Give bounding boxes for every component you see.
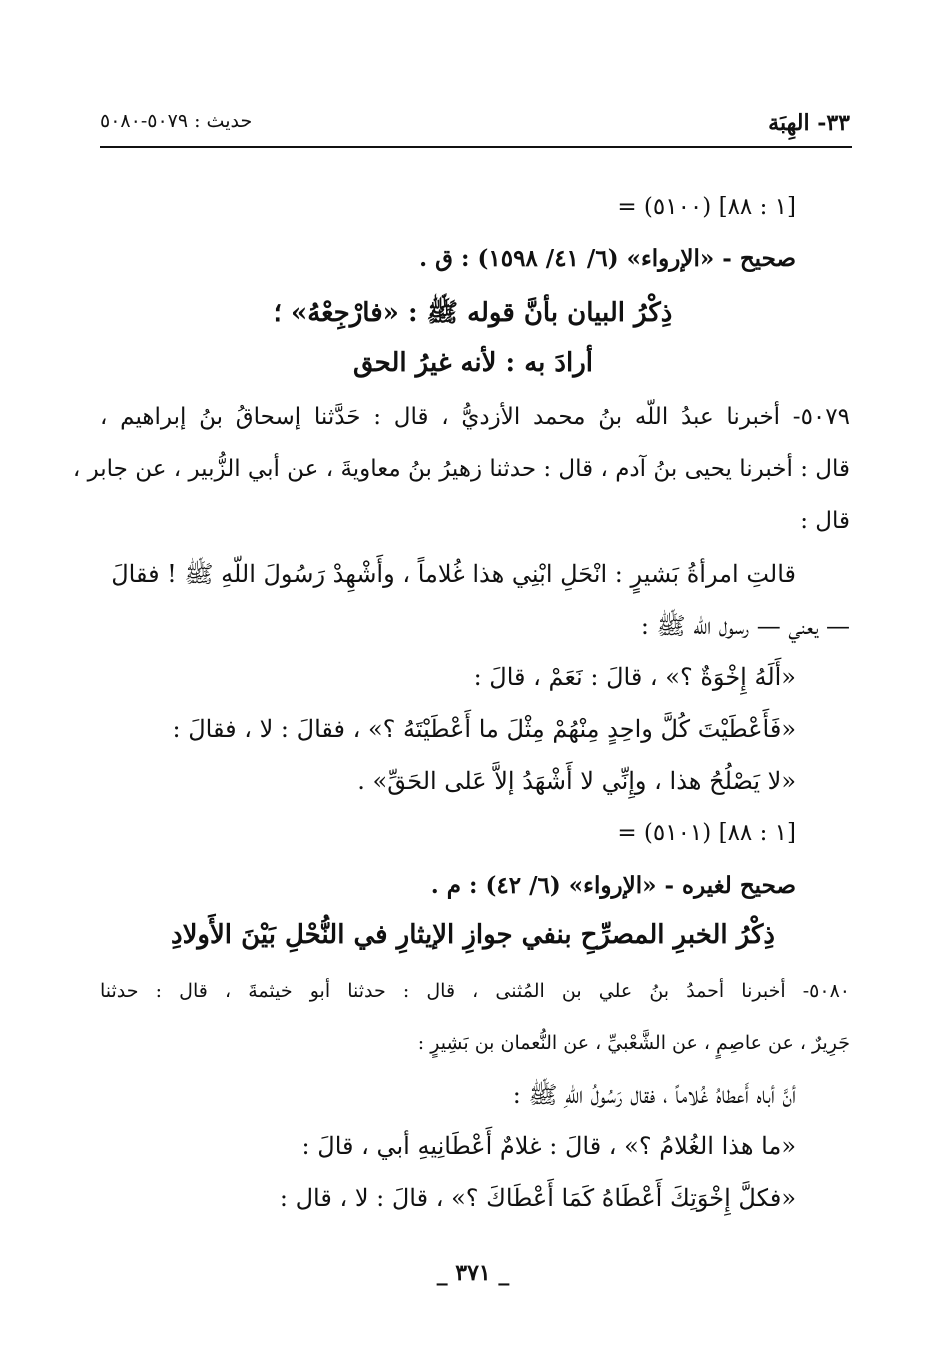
matn-line: «أَلَهُ إِخْوَةٌ ؟» ، قالَ : نَعَمْ ، قالَ : [473, 663, 796, 691]
running-header-chapter: ٣٣- الهِبَة [768, 110, 850, 136]
matn-line: «لا يَصْلُحُ هذا ، وإِنِّي لا أَشْهَدُ إلاَّ عَلى الحَقِّ» . [357, 767, 796, 795]
page-number: _ ٣٧١ _ [436, 1260, 510, 1286]
matn-line: «فكلَّ إِخْوَتِكَ أَعْطَاهُ كَمَا أَعْطَاكَ ؟» ، قالَ : لا ، قال : [279, 1184, 796, 1212]
running-header-hadith-range: حديث : ٥٠٧٩-٥٠٨٠ [100, 110, 253, 132]
section-heading: ذِكْرُ الخبرِ المصرِّحِ بنفي جوازِ الإيثارِ في النُّحْلِ بَيْنَ الأَولادِ [171, 920, 775, 950]
isnad-line: ٥٠٨٠- أخبرنا أحمدُ بنُ علي بن المُثنى ، قال : حدثنا أبو خيثمةَ ، قال : حدثنا [100, 980, 850, 1002]
cross-reference-line: = (٥١٠٠) [١ : ٨٨] [617, 194, 796, 220]
section-heading-continuation: أرادَ به : لأنه غيرُ الحق [352, 348, 594, 378]
section-heading: ذِكْرُ البيان بأنَّ قوله ﷺ : «فارْجِعْهُ» ؛ [273, 298, 673, 328]
isnad-line: جَرِيرٌ ، عن عاصِمٍ ، عن الشَّعْبيِّ ، عن النُّعمان بن بَشِيرٍ : [417, 1032, 850, 1054]
isnad-line: قال : [800, 508, 850, 534]
cross-reference-line: = (٥١٠١) [١ : ٨٨] [617, 820, 796, 846]
matn-line: «فَأَعْطَيْتَ كُلَّ واحِدٍ مِنْهُمْ مِثْلَ ما أَعْطَيْتَهُ ؟» ، فقالَ : لا ، فقالَ : [172, 715, 796, 743]
matn-line: أنَّ أباه أَعطاهُ غُلاماً ، فقال رَسُولُ اللّهِ ﷺ : [512, 1081, 796, 1109]
matn-line: — يعني — رسول اللّه ﷺ : [640, 612, 850, 640]
isnad-line: قال : أخبرنا يحيى بنُ آدم ، قال : حدثنا زهيرُ بنُ معاويةَ ، عن أبي الزُّبير ، عن جابر ، [72, 456, 850, 482]
grading-line: صحيح - «الإرواء» (٦/ ٤١/ ١٥٩٨) : ق . [419, 245, 796, 272]
header-rule [100, 146, 852, 148]
matn-line: «ما هذا الغُلامُ ؟» ، قالَ : غلامٌ أَعْطَانِيهِ أبي ، قالَ : [301, 1132, 796, 1160]
matn-line: قالتِ امرأةُ بَشيرٍ : انْحَلِ ابْنِي هذا غُلاماً ، وأَشْهِدْ رَسُولَ اللّهِ ﷺ ! فقالَ [111, 560, 796, 588]
grading-line: صحيح لغيره - «الإرواء» (٦/ ٤٢) : م . [430, 872, 796, 899]
isnad-line: ٥٠٧٩- أخبرنا عبدُ اللّه بنُ محمد الأزديُّ ، قال : حَدَّثنا إسحاقُ بنُ إبراهيم ، [100, 404, 850, 430]
